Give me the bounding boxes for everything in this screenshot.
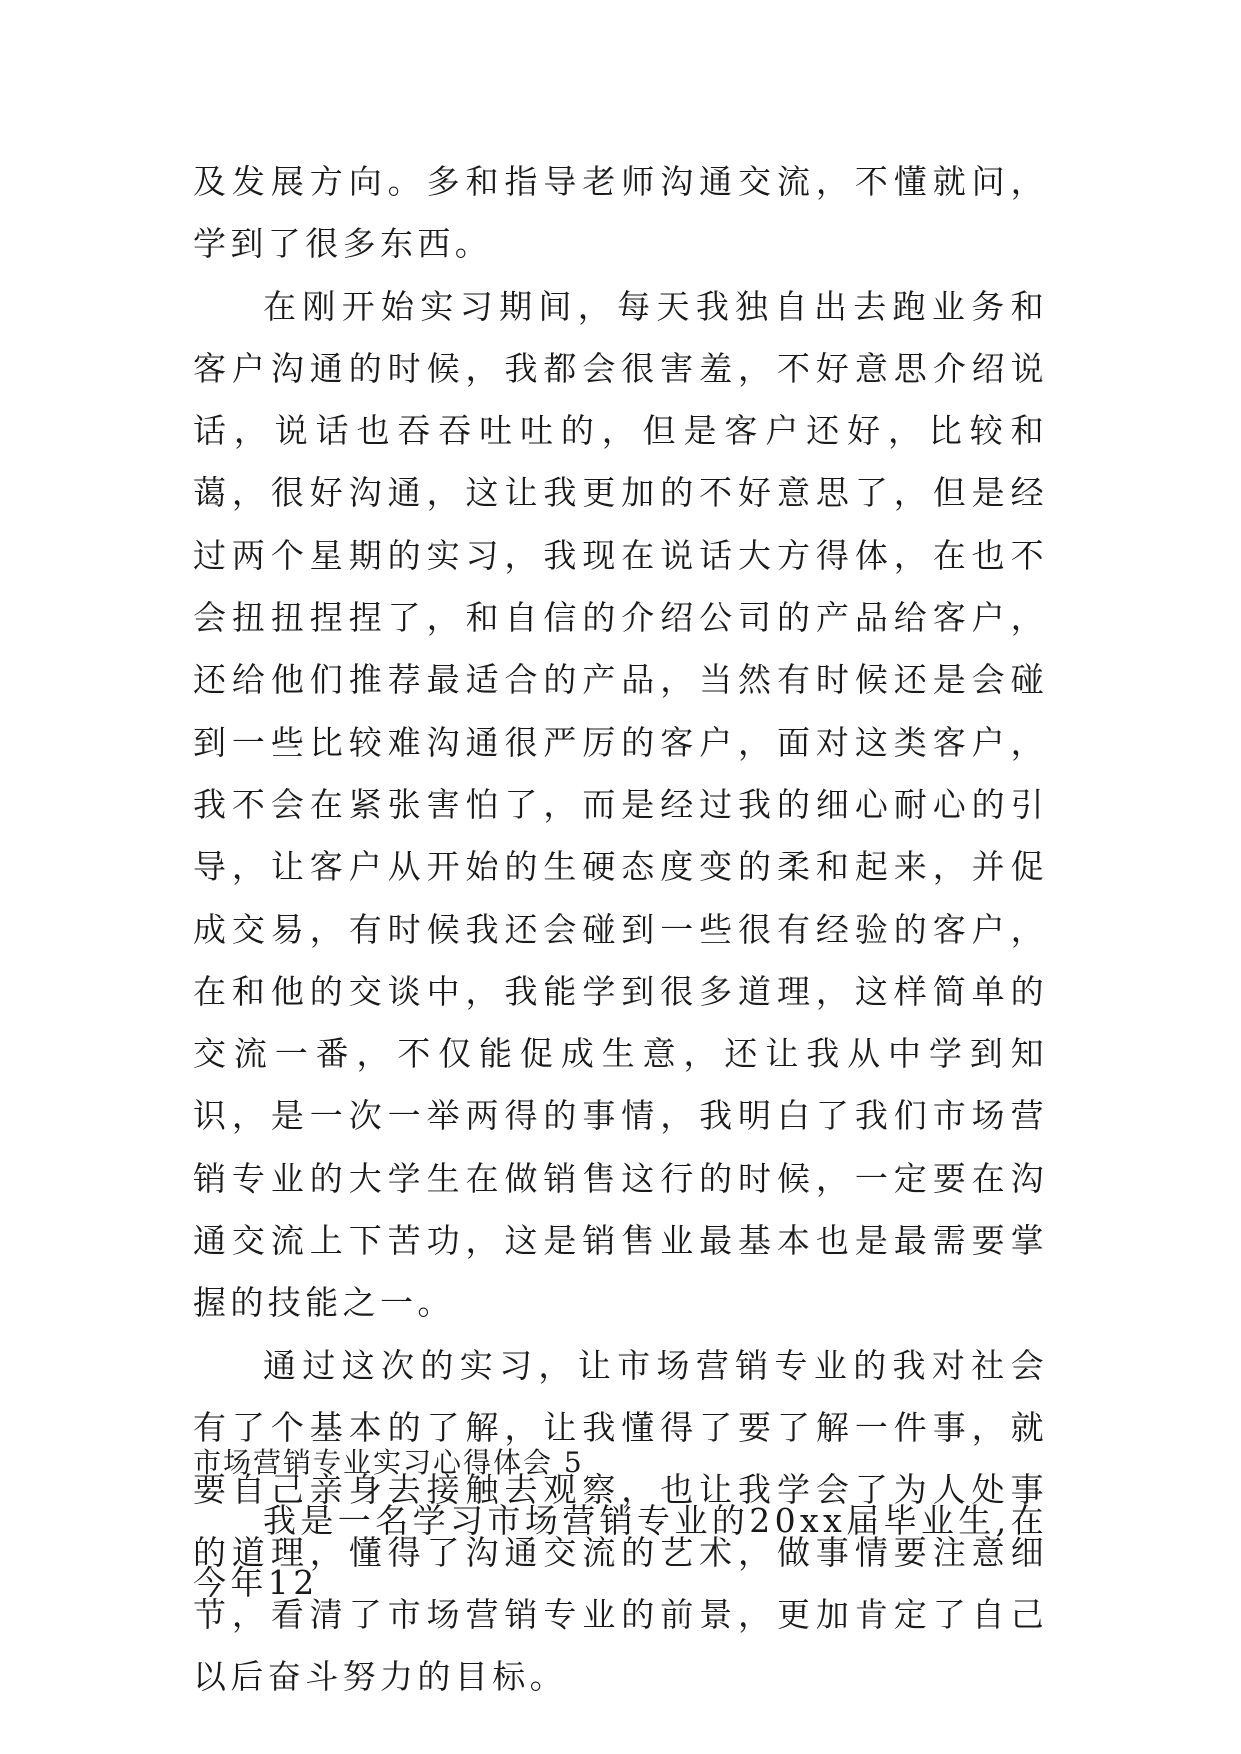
section-heading: 市场营销专业实习心得体会 5 xyxy=(193,1446,584,1479)
paragraph-section-intro: 我是一名学习市场营销专业的20xx届毕业生,在今年12 xyxy=(193,1501,1048,1603)
paragraph-continuation: 及发展方向。多和指导老师沟通交流，不懂就问，学到了很多东西。 xyxy=(193,162,1048,264)
paragraph-internship-summary: 通过这次的实习，让市场营销专业的我对社会有了个基本的了解，让我懂得了要了解一件事，就要自己亲身去接触去观察，也让我学会了为人处事的道理，懂得了沟通交流的艺术，做事情要注意细节，看清了市场营销专业的前景，更加肯定了自己以后奋斗努力的目标。 xyxy=(193,1345,1048,1697)
paragraph-internship-experience: 在刚开始实习期间，每天我独自出去跑业务和客户沟通的时候，我都会很害羞，不好意思介绍说话，说话也吞吞吐吐的，但是客户还好，比较和蔼，很好沟通，这让我更加的不好意思了，但是经过两个星期的实习，我现在说话大方得体，在也不会扭扭捏捏了，和自信的介绍公司的产品给客户，还给他们推荐最适合的产品，当然有时候还是会碰到一些比较难沟通很严厉的客户，面对这类客户，我不会在紧张害怕了，而是经过我的细心耐心的引导，让客户从开始的生硬态度变的柔和起来，并促成交易，有时候我还会碰到一些很有经验的客户，在和他的交谈中，我能学到很多道理，这样简单的交流一番，不仅能促成生意，还让我从中学到知识，是一次一举两得的事情，我明白了我们市场营销专业的大学生在做销售这行的时候，一定要在沟通交流上下苦功，这是销售业最基本也是最需要掌握的技能之一。 xyxy=(193,286,1048,1323)
document-body xyxy=(193,151,1048,1708)
